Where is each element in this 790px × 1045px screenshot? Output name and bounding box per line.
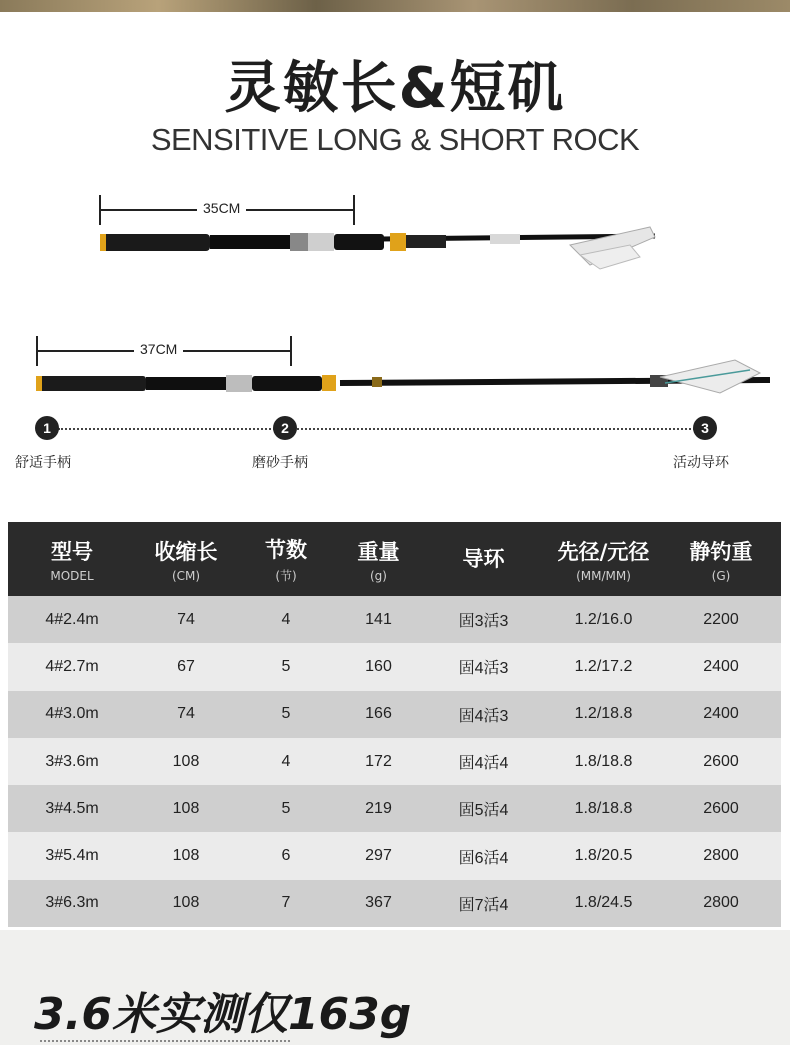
cell-weight: 367 (336, 880, 421, 927)
feature-label-2: 磨砂手柄 (252, 455, 308, 471)
cell-weight: 172 (336, 738, 421, 785)
cell-weight: 166 (336, 691, 421, 738)
table-row (8, 832, 781, 879)
cell-closed-length: 67 (136, 643, 236, 690)
cell-guides: 固5活4 (421, 785, 546, 832)
table-row (8, 880, 781, 927)
cell-model: 4#2.7m (8, 643, 136, 690)
top-photo-strip (0, 0, 790, 12)
long-rod-image (0, 355, 790, 415)
cell-weight: 219 (336, 785, 421, 832)
feature-marker-2: 2 (273, 416, 297, 440)
table-row (8, 785, 781, 832)
cell-static-load: 2800 (661, 880, 781, 927)
cell-weight: 141 (336, 596, 421, 643)
page-subtitle: SENSITIVE LONG & SHORT ROCK (150, 122, 640, 157)
table-row (8, 691, 781, 738)
cell-model: 4#3.0m (8, 691, 136, 738)
cell-diameter: 1.2/18.8 (546, 691, 661, 738)
cell-closed-length: 74 (136, 691, 236, 738)
page-title: 灵敏长&短矶 (224, 56, 566, 121)
cell-sections: 4 (236, 738, 336, 785)
table-row (8, 738, 781, 785)
cell-guides: 固4活3 (421, 643, 546, 690)
cell-closed-length: 74 (136, 596, 236, 643)
cell-diameter: 1.8/18.8 (546, 785, 661, 832)
cell-closed-length: 108 (136, 785, 236, 832)
cell-static-load: 2800 (661, 832, 781, 879)
header-model: 型号 MODEL (8, 522, 136, 596)
header-closed-length: 收缩长 (CM) (136, 522, 236, 596)
cell-closed-length: 108 (136, 880, 236, 927)
cell-guides: 固6活4 (421, 832, 546, 879)
long-rod-handle-length: 37CM (134, 341, 183, 357)
cell-sections: 5 (236, 691, 336, 738)
short-rod-image (0, 205, 790, 285)
cell-static-load: 2200 (661, 596, 781, 643)
weight-claim-heading: 3.6米实测仅163g (34, 989, 412, 1040)
spec-table (8, 522, 781, 927)
table-row (8, 596, 781, 643)
cell-model: 4#2.4m (8, 596, 136, 643)
cell-weight: 160 (336, 643, 421, 690)
header-guides: 导环 (421, 522, 546, 596)
cell-guides: 固3活3 (421, 596, 546, 643)
cell-model: 3#6.3m (8, 880, 136, 927)
feature-connector-line (58, 428, 695, 430)
feature-marker-3: 3 (693, 416, 717, 440)
header-static-load: 静钓重 (G) (661, 522, 781, 596)
cell-static-load: 2400 (661, 691, 781, 738)
table-row (8, 643, 781, 690)
cell-weight: 297 (336, 832, 421, 879)
cell-diameter: 1.8/24.5 (546, 880, 661, 927)
cell-guides: 固4活3 (421, 691, 546, 738)
cell-static-load: 2600 (661, 738, 781, 785)
cell-guides: 固4活4 (421, 738, 546, 785)
feature-marker-1: 1 (35, 416, 59, 440)
cell-guides: 固7活4 (421, 880, 546, 927)
header-sections: 节数 (节) (236, 522, 336, 596)
cell-static-load: 2400 (661, 643, 781, 690)
cell-sections: 4 (236, 596, 336, 643)
bottom-divider (40, 1040, 290, 1044)
cell-sections: 7 (236, 880, 336, 927)
cell-closed-length: 108 (136, 832, 236, 879)
cell-diameter: 1.8/20.5 (546, 832, 661, 879)
header-tip-butt-diameter: 先径/元径 (MM/MM) (546, 522, 661, 596)
short-rod-handle-length: 35CM (197, 200, 246, 216)
cell-closed-length: 108 (136, 738, 236, 785)
cell-sections: 5 (236, 643, 336, 690)
cell-sections: 5 (236, 785, 336, 832)
cell-model: 3#4.5m (8, 785, 136, 832)
feature-label-3: 活动导环 (673, 455, 729, 471)
cell-diameter: 1.2/17.2 (546, 643, 661, 690)
cell-diameter: 1.2/16.0 (546, 596, 661, 643)
header-weight: 重量 (g) (336, 522, 421, 596)
cell-sections: 6 (236, 832, 336, 879)
feature-label-1: 舒适手柄 (15, 455, 71, 471)
table-header-row (8, 522, 781, 596)
cell-model: 3#3.6m (8, 738, 136, 785)
cell-model: 3#5.4m (8, 832, 136, 879)
cell-diameter: 1.8/18.8 (546, 738, 661, 785)
cell-static-load: 2600 (661, 785, 781, 832)
